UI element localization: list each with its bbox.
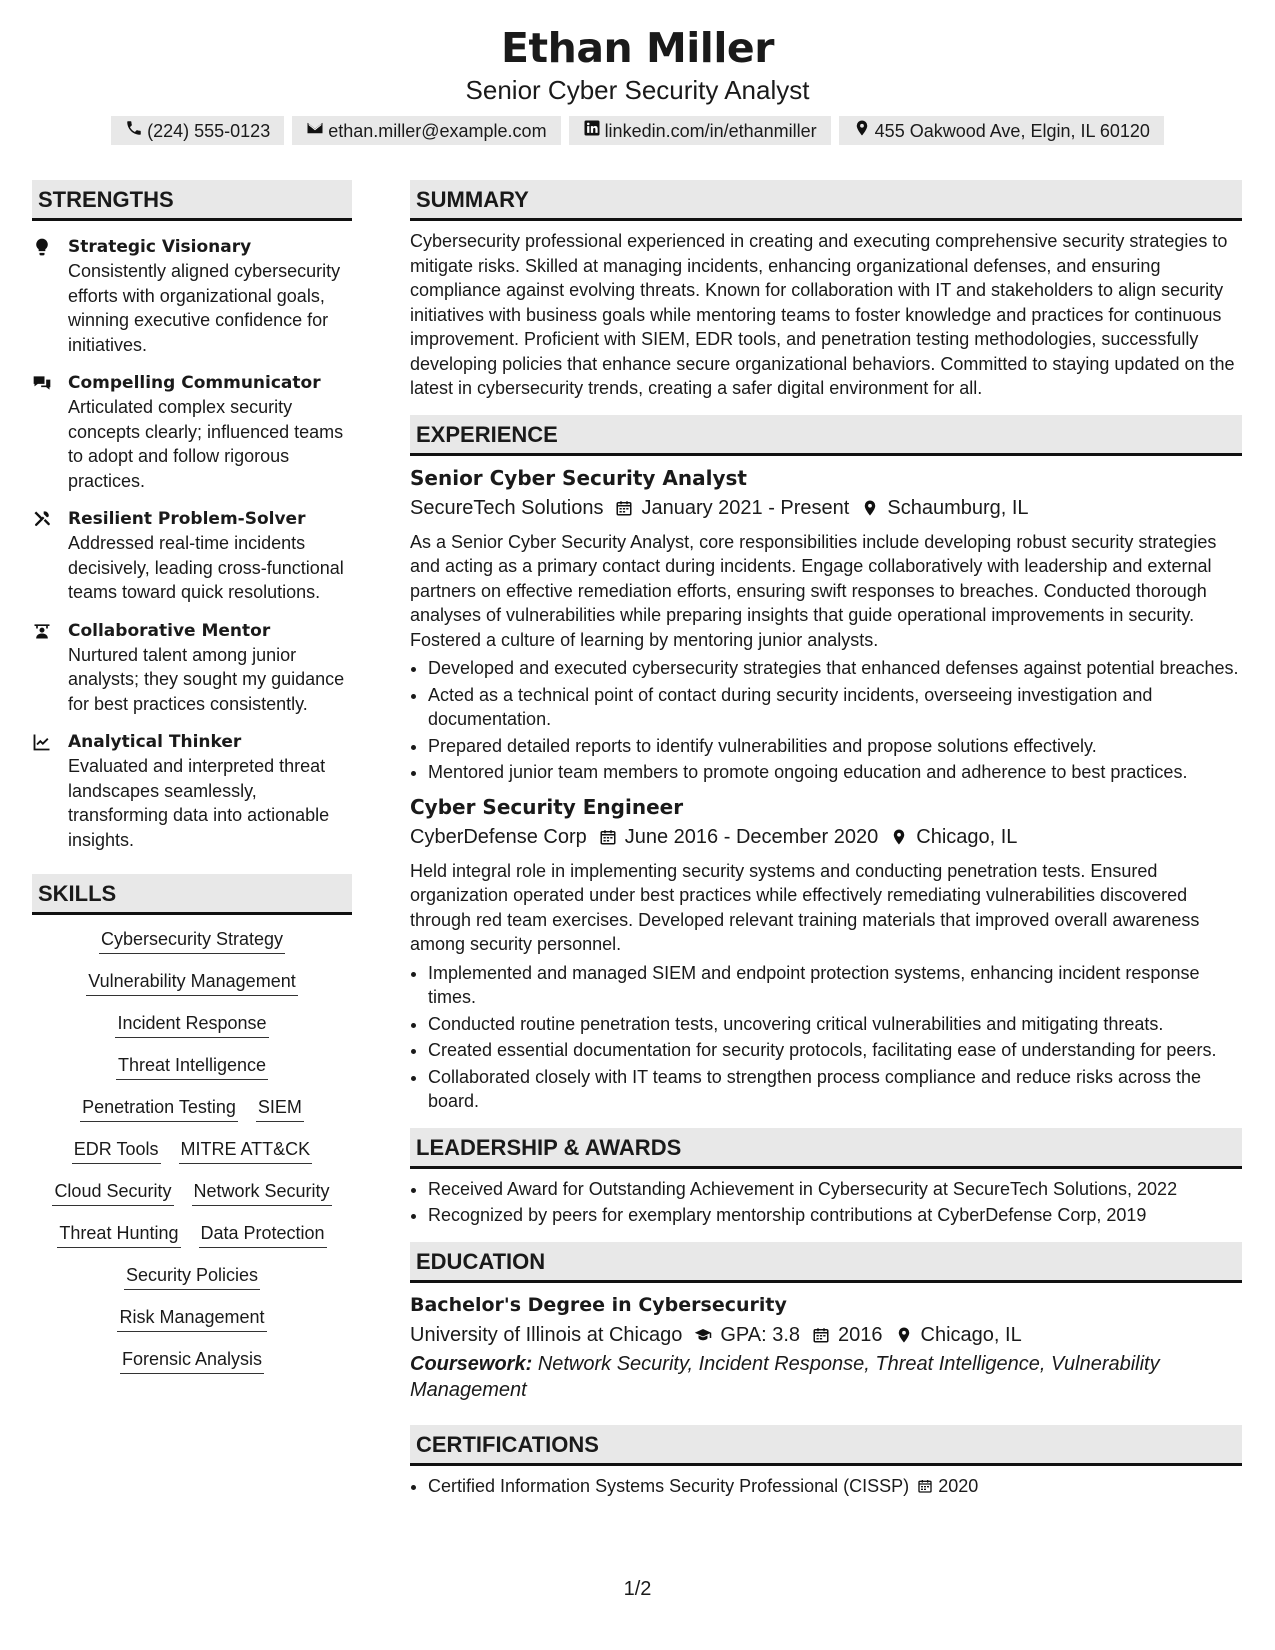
job-entry: [410, 793, 1242, 1114]
calendar-icon: [909, 1476, 933, 1496]
teacher-icon: [32, 619, 68, 717]
strength-desc: Evaluated and interpreted threat landscapes seamlessly, transforming data into actionable insights.: [68, 756, 330, 850]
list-item: • Recognized by peers for exemplary mentorship contributions at CyberDefense Corp, 2019: [428, 1203, 1242, 1228]
education-meta: [410, 1321, 1242, 1349]
job-dates: June 2016 - December 2020: [624, 825, 879, 848]
list-item: • Acted as a technical point of contact during security incidents, overseeing investigation and documentation.: [428, 683, 1242, 732]
list-item: [428, 1474, 1242, 1499]
leadership-heading: LEADERSHIP & AWARDS: [410, 1128, 1242, 1169]
list-item: • Received Award for Outstanding Achievement in Cybersecurity at SecureTech Solutions, 2022: [428, 1177, 1242, 1202]
calendar-icon: [812, 1326, 830, 1344]
linkedin-text: linkedin.com/in/ethanmiller: [604, 120, 817, 141]
strength-desc: Nurtured talent among junior analysts; they sought my guidance for best practices consistently.: [68, 644, 345, 714]
skill-tag: MITRE ATT&CK: [179, 1137, 313, 1164]
job-bullets: [410, 961, 1242, 1114]
strength-item: [32, 235, 352, 357]
strength-title: Strategic Visionary: [68, 237, 252, 257]
contact-email[interactable]: [292, 116, 560, 145]
graduation-year: 2016: [838, 1323, 883, 1346]
chat-icon: [32, 371, 68, 493]
skill-tag: Incident Response: [115, 1011, 268, 1038]
skill-tag: Penetration Testing: [80, 1095, 238, 1122]
strength-desc: Addressed real-time incidents decisively, leading cross-functional teams toward quick resolutions.: [68, 533, 344, 602]
map-marker-icon: [853, 119, 871, 142]
strength-title: Compelling Communicator: [68, 373, 321, 393]
job-dates: January 2021 - Present: [641, 496, 850, 519]
strength-item: [32, 371, 352, 493]
contact-address: [839, 116, 1164, 145]
list-item: • Implemented and managed SIEM and endpoint protection systems, enhancing incident response times.: [428, 961, 1242, 1010]
job-entry: [410, 464, 1242, 785]
skill-tag: Network Security: [192, 1179, 332, 1206]
coursework: [410, 1351, 1242, 1403]
chart-line-icon: [32, 730, 68, 852]
gpa: GPA: 3.8: [720, 1323, 801, 1346]
skill-tag: SIEM: [256, 1095, 304, 1122]
strength-title: Collaborative Mentor: [68, 620, 271, 641]
page-number: 1/2: [623, 1578, 652, 1600]
company-name: SecureTech Solutions: [410, 496, 604, 519]
envelope-icon: [306, 119, 324, 142]
strengths-heading: STRENGTHS: [32, 180, 352, 221]
skills-heading: SKILLS: [32, 874, 352, 915]
strength-desc: Consistently aligned cybersecurity efforts with organizational goals, winning executive confidence for initiatives.: [68, 261, 341, 355]
list-item: • Collaborated closely with IT teams to strengthen process compliance and reduce risks across the board.: [428, 1065, 1242, 1114]
degree-title: Bachelor's Degree in Cybersecurity: [410, 1293, 787, 1316]
phone-text: (224) 555-0123: [147, 120, 271, 141]
skill-tag: Threat Hunting: [57, 1221, 180, 1248]
list-item: • Created essential documentation for security protocols, facilitating ease of understanding for peers.: [428, 1038, 1242, 1063]
map-marker-icon: [861, 499, 879, 517]
skill-tag: Risk Management: [117, 1305, 266, 1332]
skill-tag: Vulnerability Management: [86, 969, 297, 996]
job-title: Cyber Security Engineer: [410, 794, 684, 819]
map-marker-icon: [895, 1326, 913, 1344]
job-meta: [410, 494, 1242, 522]
graduation-cap-icon: [694, 1326, 712, 1344]
company-name: CyberDefense Corp: [410, 825, 587, 848]
address-text: 455 Oakwood Ave, Elgin, IL 60120: [874, 120, 1150, 141]
job-location: Schaumburg, IL: [887, 496, 1029, 519]
phone-icon: [125, 119, 143, 142]
lightbulb-icon: [32, 235, 68, 357]
skill-tag: Data Protection: [199, 1221, 327, 1248]
summary-text: Cybersecurity professional experienced in creating and executing comprehensive security strategies to mitigate risks. Skilled at managing incidents, enhancing organizational defenses, and ensuring compliance against evolving threats. Known for collaboration with IT and stakeholders to align security initiatives with business goals while mentoring teams to foster knowledge and practices for continuous improvement. Proficient with SIEM, EDR tools, and penetration testing methodologies, successfully developing policies that enhance secure organizational behaviors. Committed to staying updated on the latest in cybersecurity trends, creating a safer digital environment for all.: [410, 231, 1235, 398]
job-description: As a Senior Cyber Security Analyst, core responsibilities include developing robust security strategies and acting as a primary contact during incidents. Engage collaboratively with leadership and external partners on effective remediation efforts, ensuring swift responses to breaches. Conducted thorough analyses of vulnerabilities while preparing insights that guide operational improvements in security. Fostered a culture of learning by mentoring junior analysts.: [410, 531, 1217, 650]
list-item: • Developed and executed cybersecurity strategies that enhanced defenses against potential breaches.: [428, 656, 1242, 681]
right-column: [410, 180, 1242, 1500]
school-name: University of Illinois at Chicago: [410, 1323, 683, 1346]
strength-desc: Articulated complex security concepts clearly; influenced teams to adopt and follow rigorous practices.: [68, 397, 344, 491]
candidate-name: Ethan Miller: [501, 24, 774, 72]
strength-title: Resilient Problem-Solver: [68, 509, 306, 529]
linkedin-icon: [583, 119, 601, 142]
calendar-icon: [599, 828, 617, 846]
leadership-list: [410, 1177, 1242, 1228]
skill-tag: EDR Tools: [72, 1137, 161, 1164]
skill-tag: Security Policies: [124, 1263, 260, 1290]
skill-tag: Cloud Security: [52, 1179, 173, 1206]
strength-item: [32, 619, 352, 717]
skill-tag: Forensic Analysis: [120, 1347, 264, 1374]
school-location: Chicago, IL: [920, 1323, 1022, 1346]
list-item: • Conducted routine penetration tests, uncovering critical vulnerabilities and mitigating threats.: [428, 1012, 1242, 1037]
certifications-list: [410, 1474, 1242, 1499]
skill-tag: Threat Intelligence: [116, 1053, 268, 1080]
job-description: Held integral role in implementing security systems and conducting penetration tests. Ensured organization operated under best practices while effectively remediating vulnerabilities discovered through red team exercises. Developed relevant training materials that improved overall awareness among security personnel.: [410, 860, 1200, 954]
tools-icon: [32, 507, 68, 605]
skills-list: [32, 927, 352, 1374]
certification-year: 2020: [938, 1475, 979, 1496]
coursework-list: Network Security, Incident Response, Threat Intelligence, Vulnerability Management: [410, 1352, 1160, 1401]
strength-title: Analytical Thinker: [68, 732, 242, 752]
calendar-icon: [615, 499, 633, 517]
strength-item: [32, 730, 352, 852]
job-meta: [410, 823, 1242, 851]
resume-header: [0, 0, 1275, 145]
strength-item: [32, 507, 352, 605]
certification-name: Certified Information Systems Security Professional (CISSP): [428, 1475, 910, 1496]
candidate-title: Senior Cyber Security Analyst: [465, 75, 810, 105]
skill-tag: Cybersecurity Strategy: [99, 927, 285, 954]
contact-phone[interactable]: [111, 116, 284, 145]
map-marker-icon: [890, 828, 908, 846]
job-location: Chicago, IL: [916, 825, 1018, 848]
education-heading: EDUCATION: [410, 1242, 1242, 1283]
left-column: [32, 180, 352, 1389]
list-item: • Mentored junior team members to promote ongoing education and adherence to best practices.: [428, 760, 1242, 785]
contact-bar: [0, 116, 1275, 145]
coursework-label: Coursework:: [410, 1352, 533, 1375]
list-item: • Prepared detailed reports to identify vulnerabilities and propose solutions effectively.: [428, 734, 1242, 759]
experience-heading: EXPERIENCE: [410, 415, 1242, 456]
certifications-heading: CERTIFICATIONS: [410, 1425, 1242, 1466]
email-text: ethan.miller@example.com: [328, 120, 547, 141]
job-title: Senior Cyber Security Analyst: [410, 465, 747, 490]
contact-linkedin[interactable]: [569, 116, 831, 145]
summary-heading: SUMMARY: [410, 180, 1242, 221]
job-bullets: [410, 656, 1242, 785]
